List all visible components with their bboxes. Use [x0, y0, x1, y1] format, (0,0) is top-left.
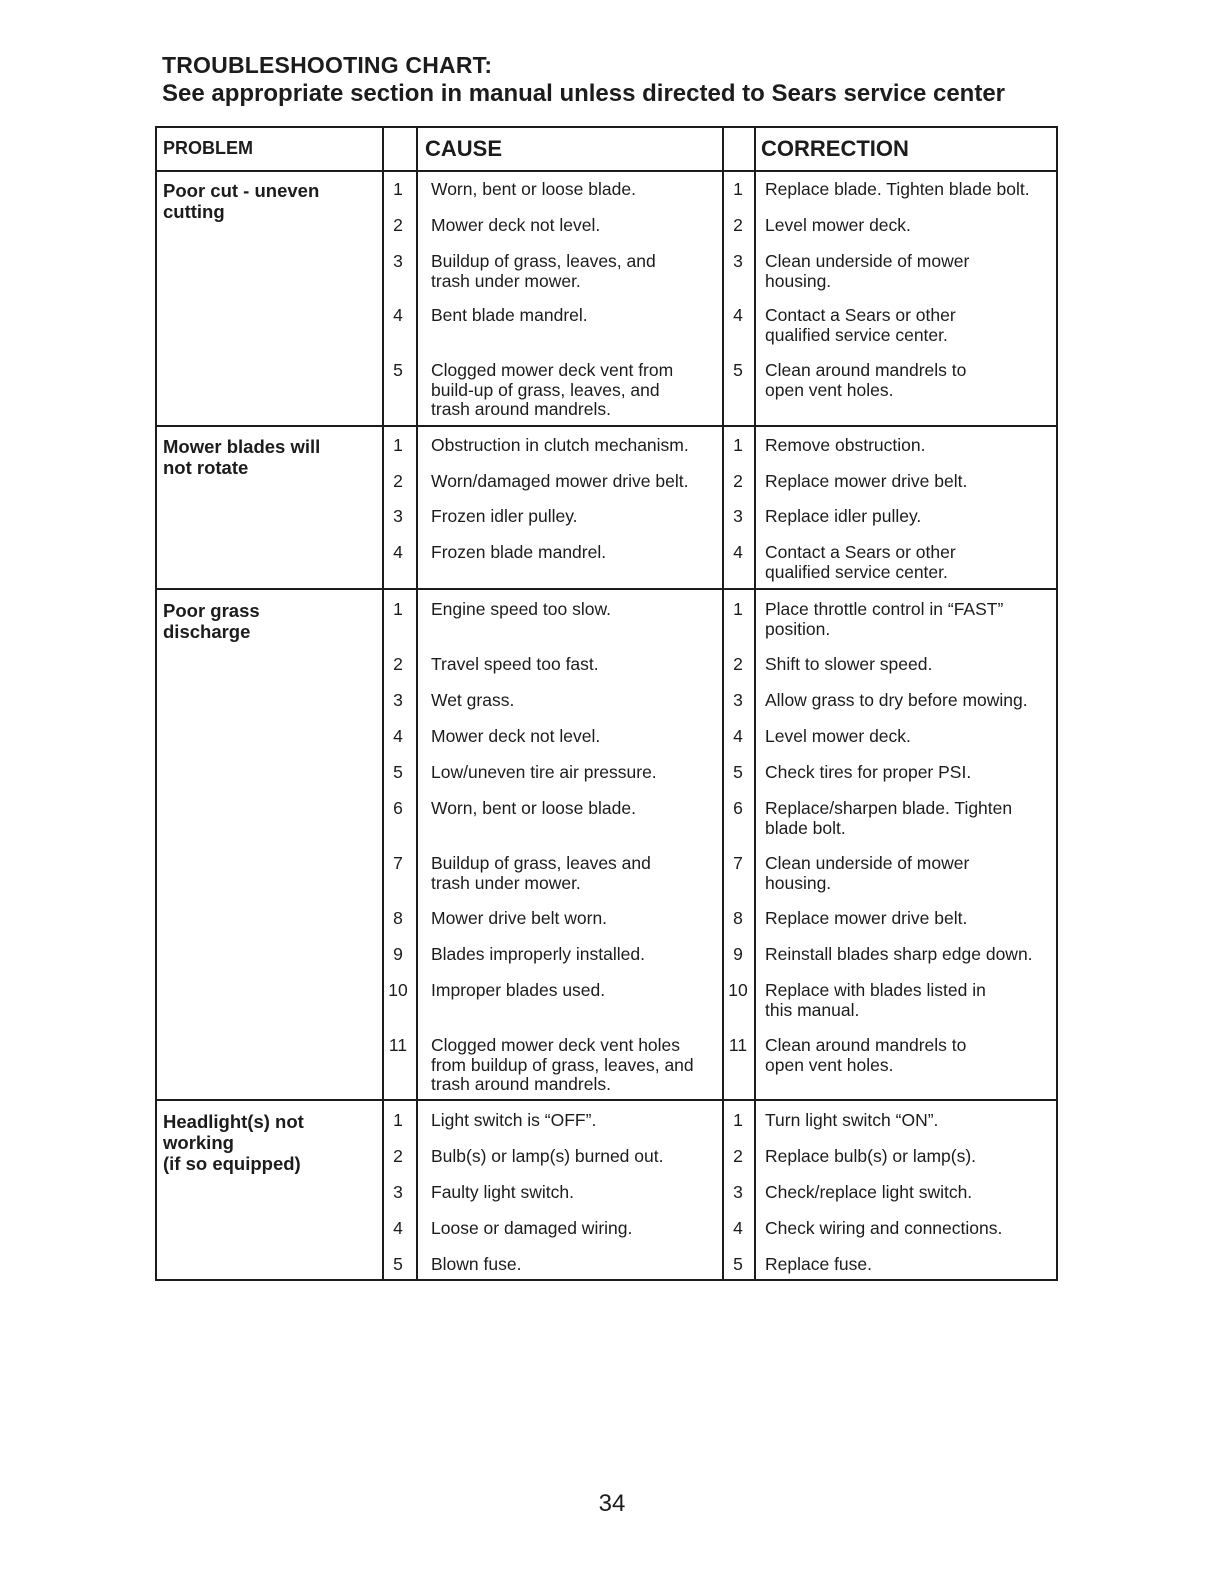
page-number: 34	[598, 1490, 626, 1517]
correction-text: Allow grass to dry before mowing.	[765, 690, 1028, 710]
correction-text: Replace mower drive belt.	[765, 471, 968, 491]
cause-text: Low/uneven tire air pressure.	[431, 762, 657, 782]
cause-number: 2	[393, 215, 403, 235]
correction-number: 1	[733, 179, 743, 199]
correction-number: 4	[733, 305, 743, 325]
header-cause: CAUSE	[425, 136, 503, 161]
cause-text: Bent blade mandrel.	[431, 305, 588, 325]
cause-number: 5	[393, 762, 403, 782]
correction-number: 5	[733, 360, 743, 380]
correction-number: 2	[733, 654, 743, 674]
cause-number: 7	[393, 853, 403, 873]
correction-text: Contact a Sears or other qualified service center.	[765, 542, 956, 582]
column-divider	[416, 128, 418, 1279]
cause-number: 8	[393, 908, 403, 928]
cause-number: 4	[393, 542, 403, 562]
cause-text: Obstruction in clutch mechanism.	[431, 435, 689, 455]
correction-number: 11	[728, 1035, 748, 1055]
correction-number: 3	[733, 1182, 743, 1202]
cause-text: Travel speed too fast.	[431, 654, 599, 674]
cause-text: Wet grass.	[431, 690, 515, 710]
cause-number: 2	[393, 1146, 403, 1166]
cause-text: Worn, bent or loose blade.	[431, 798, 636, 818]
correction-number: 5	[733, 1254, 743, 1274]
correction-number: 3	[733, 251, 743, 271]
correction-text: Check/replace light switch.	[765, 1182, 973, 1202]
cause-text: Improper blades used.	[431, 980, 606, 1000]
correction-text: Replace blade. Tighten blade bolt.	[765, 179, 1030, 199]
correction-text: Reinstall blades sharp edge down.	[765, 944, 1033, 964]
cause-text: Buildup of grass, leaves, and trash under mower.	[431, 251, 656, 291]
correction-number: 1	[733, 1110, 743, 1130]
cause-number: 3	[393, 1182, 403, 1202]
correction-number: 1	[733, 435, 743, 455]
correction-number: 4	[733, 1218, 743, 1238]
troubleshooting-table	[155, 126, 1058, 1281]
cause-number: 6	[393, 798, 403, 818]
correction-text: Replace fuse.	[765, 1254, 873, 1274]
cause-text: Blades improperly installed.	[431, 944, 645, 964]
correction-number: 4	[733, 542, 743, 562]
cause-text: Blown fuse.	[431, 1254, 522, 1274]
cause-number: 3	[393, 251, 403, 271]
header-divider	[157, 170, 1056, 172]
cause-text: Worn/damaged mower drive belt.	[431, 471, 689, 491]
cause-number: 5	[393, 1254, 403, 1274]
cause-text: Mower deck not level.	[431, 215, 601, 235]
problem-label: Poor grass discharge	[163, 600, 260, 642]
cause-text: Loose or damaged wiring.	[431, 1218, 633, 1238]
chart-subtitle: See appropriate section in manual unless directed to Sears service center	[162, 80, 1005, 107]
correction-number: 2	[733, 1146, 743, 1166]
correction-number: 2	[733, 471, 743, 491]
correction-text: Check tires for proper PSI.	[765, 762, 972, 782]
correction-number: 8	[733, 908, 743, 928]
problem-label: Poor cut - uneven cutting	[163, 180, 320, 222]
correction-text: Clean around mandrels to open vent holes.	[765, 360, 967, 400]
correction-number: 4	[733, 726, 743, 746]
cause-number: 3	[393, 690, 403, 710]
section-divider	[157, 1099, 1056, 1101]
correction-number: 1	[733, 599, 743, 619]
correction-number: 3	[733, 506, 743, 526]
correction-number: 10	[728, 980, 748, 1000]
correction-text: Level mower deck.	[765, 215, 911, 235]
correction-number: 7	[733, 853, 743, 873]
section-divider	[157, 588, 1056, 590]
correction-number: 9	[733, 944, 743, 964]
correction-text: Replace bulb(s) or lamp(s).	[765, 1146, 977, 1166]
problem-label: Headlight(s) not working (if so equipped)	[163, 1111, 304, 1174]
correction-text: Contact a Sears or other qualified service center.	[765, 305, 956, 345]
cause-text: Frozen blade mandrel.	[431, 542, 607, 562]
correction-text: Remove obstruction.	[765, 435, 926, 455]
cause-number: 11	[388, 1035, 408, 1055]
cause-text: Worn, bent or loose blade.	[431, 179, 636, 199]
cause-text: Light switch is “OFF”.	[431, 1110, 597, 1130]
correction-text: Replace mower drive belt.	[765, 908, 968, 928]
cause-number: 2	[393, 654, 403, 674]
problem-label: Mower blades will not rotate	[163, 436, 321, 478]
cause-text: Buildup of grass, leaves and trash under mower.	[431, 853, 651, 893]
cause-number: 10	[388, 980, 408, 1000]
cause-text: Faulty light switch.	[431, 1182, 574, 1202]
header-problem: PROBLEM	[163, 138, 253, 158]
correction-number: 6	[733, 798, 743, 818]
cause-text: Engine speed too slow.	[431, 599, 611, 619]
correction-text: Check wiring and connections.	[765, 1218, 1003, 1238]
section-divider	[157, 425, 1056, 427]
correction-number: 2	[733, 215, 743, 235]
correction-text: Replace idler pulley.	[765, 506, 922, 526]
cause-number: 1	[393, 435, 403, 455]
cause-number: 4	[393, 1218, 403, 1238]
correction-text: Replace with blades listed in this manual.	[765, 980, 986, 1020]
cause-text: Clogged mower deck vent holes from buildup of grass, leaves, and trash around mandrels.	[431, 1035, 694, 1094]
header-correction: CORRECTION	[761, 136, 909, 161]
cause-text: Mower drive belt worn.	[431, 908, 608, 928]
cause-number: 1	[393, 179, 403, 199]
cause-number: 1	[393, 1110, 403, 1130]
cause-text: Clogged mower deck vent from build-up of grass, leaves, and trash around mandrels.	[431, 360, 674, 419]
correction-text: Clean around mandrels to open vent holes.	[765, 1035, 967, 1075]
correction-text: Level mower deck.	[765, 726, 911, 746]
cause-number: 9	[393, 944, 403, 964]
cause-number: 2	[393, 471, 403, 491]
cause-number: 5	[393, 360, 403, 380]
correction-text: Turn light switch “ON”.	[765, 1110, 939, 1130]
correction-text: Shift to slower speed.	[765, 654, 933, 674]
cause-number: 4	[393, 305, 403, 325]
cause-text: Frozen idler pulley.	[431, 506, 578, 526]
chart-title: TROUBLESHOOTING CHART:	[162, 52, 493, 78]
cause-number: 3	[393, 506, 403, 526]
cause-number: 4	[393, 726, 403, 746]
cause-text: Bulb(s) or lamp(s) burned out.	[431, 1146, 664, 1166]
correction-text: Replace/sharpen blade. Tighten blade bolt.	[765, 798, 1013, 838]
cause-text: Mower deck not level.	[431, 726, 601, 746]
correction-number: 5	[733, 762, 743, 782]
correction-text: Clean underside of mower housing.	[765, 853, 970, 893]
correction-text: Place throttle control in “FAST” position.	[765, 599, 1004, 639]
cause-number: 1	[393, 599, 403, 619]
column-divider	[754, 128, 756, 1279]
correction-text: Clean underside of mower housing.	[765, 251, 970, 291]
correction-number: 3	[733, 690, 743, 710]
